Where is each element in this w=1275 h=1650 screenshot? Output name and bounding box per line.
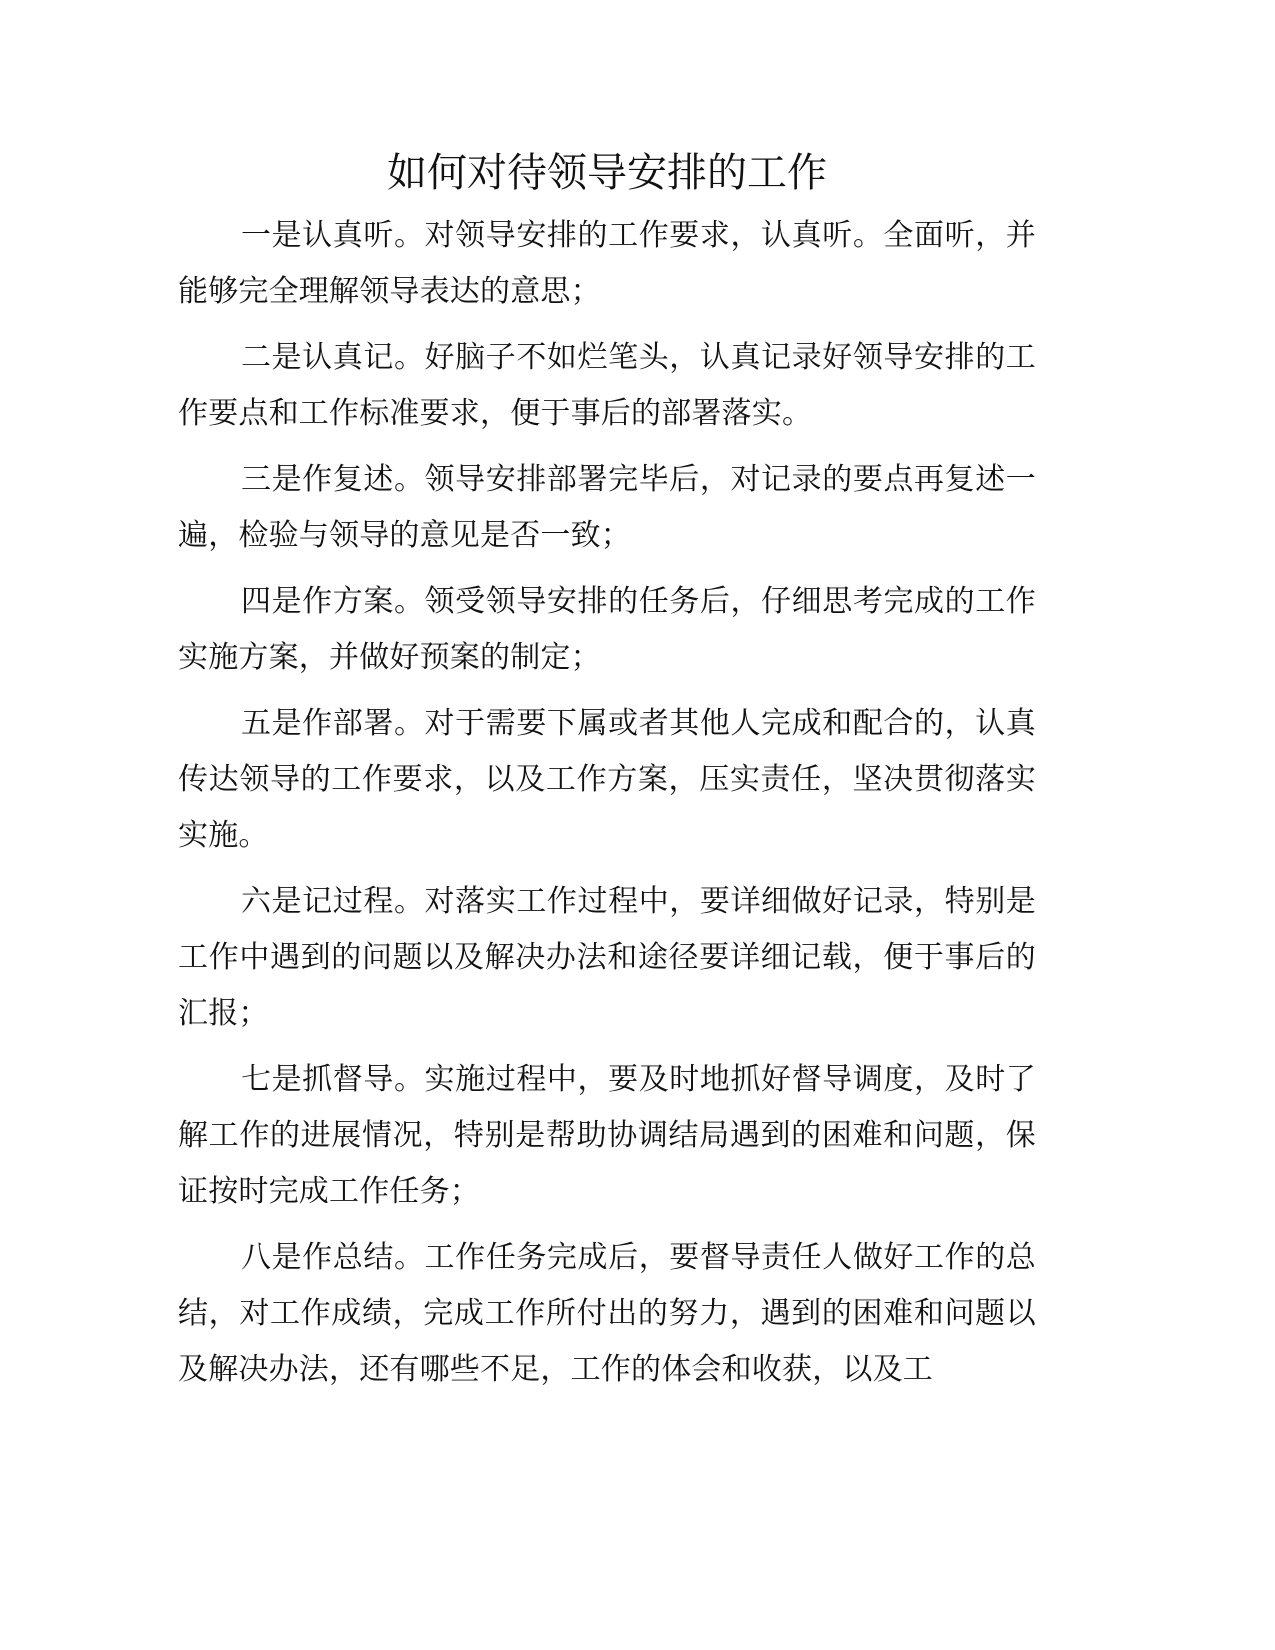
paragraph-5: 五是作部署。对于需要下属或者其他人完成和配合的，认真传达领导的工作要求，以及工作方案，压实责任，坚决贯彻落实实施。 xyxy=(178,706,1036,853)
paragraph-8: 八是作总结。工作任务完成后，要督导责任人做好工作的总结，对工作成绩，完成工作所付出的努力，遇到的困难和问题以及解决办法，还有哪些不足，工作的体会和收获，以及工 xyxy=(178,1240,1036,1387)
paragraph-4: 四是作方案。领受领导安排的任务后，仔细思考完成的工作实施方案，并做好预案的制定； xyxy=(178,584,1036,675)
paragraph-7: 七是抓督导。实施过程中，要及时地抓好督导调度，及时了解工作的进展情况，特别是帮助协调结局遇到的困难和问题，保证按时完成工作任务； xyxy=(178,1062,1036,1209)
paragraph-3: 三是作复述。领导安排部署完毕后，对记录的要点再复述一遍，检验与领导的意见是否一致； xyxy=(178,462,1036,553)
document-title: 如何对待领导安排的工作 xyxy=(387,150,827,196)
paragraph-6: 六是记过程。对落实工作过程中，要详细做好记录，特别是工作中遇到的问题以及解决办法和途径要详细记载，便于事后的汇报； xyxy=(178,884,1036,1031)
paragraph-1: 一是认真听。对领导安排的工作要求，认真听。全面听，并能够完全理解领导表达的意思； xyxy=(178,218,1036,309)
document-body xyxy=(178,142,1036,1408)
paragraph-2: 二是认真记。好脑子不如烂笔头，认真记录好领导安排的工作要点和工作标准要求，便于事后的部署落实。 xyxy=(178,340,1036,431)
